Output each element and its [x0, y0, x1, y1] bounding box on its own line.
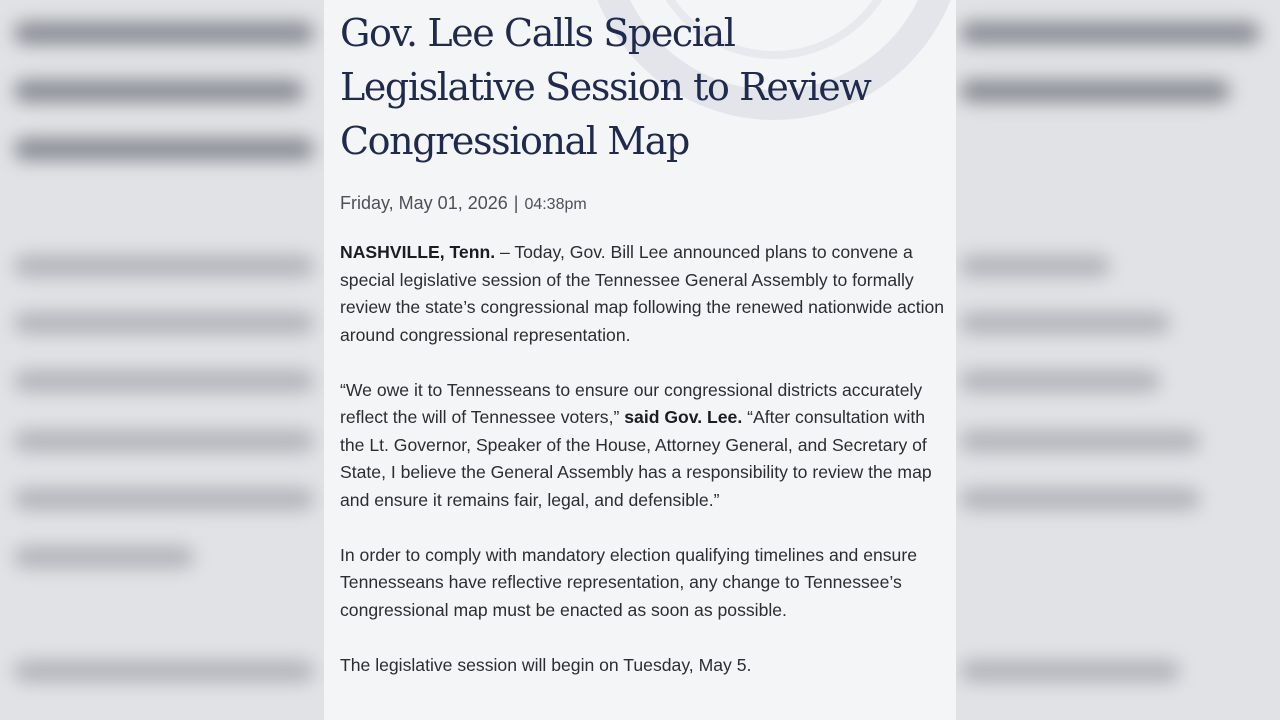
paragraph-1-text: – Today, Gov. Bill Lee announced plans to convene a special legislative session of the Tennessee General Assembly to formally review the state’s congressional map following the renewed nationwide action around congressional representation. [340, 242, 945, 345]
quote-end: “After consultation with the Lt. Governor, Speaker of the House, Attorney General, and Secretary of State, I believe the General Assembly has a responsibility to review the map and ensure it remains fair, legal, and defensible.” [340, 407, 932, 510]
location-lead: NASHVILLE, Tenn. [340, 242, 496, 262]
press-release-panel [324, 0, 956, 720]
article-body [340, 239, 946, 707]
quote-attribution: said Gov. Lee. [624, 407, 743, 427]
paragraph-4: The legislative session will begin on Tuesday, May 5. [340, 654, 752, 675]
dateline [340, 193, 587, 214]
publish-time: 04:38pm [524, 196, 587, 213]
paragraph-3: In order to comply with mandatory election qualifying timelines and ensure Tennesseans have reflective representation, any change to Tennessee’s congressional map must be enacted as soon as possible. [340, 544, 917, 620]
paragraph-1 [340, 239, 946, 349]
paragraph-2 [340, 377, 946, 515]
publish-date: Friday, May 01, 2026 [340, 193, 508, 213]
date-separator: | [513, 193, 519, 213]
article-headline: Gov. Lee Calls Special Legislative Session to Review Congressional Map [340, 11, 871, 163]
quote-start: “We owe it to Tennesseans to ensure our congressional districts accurately reflect the will of Tennessee voters,” [340, 379, 923, 427]
